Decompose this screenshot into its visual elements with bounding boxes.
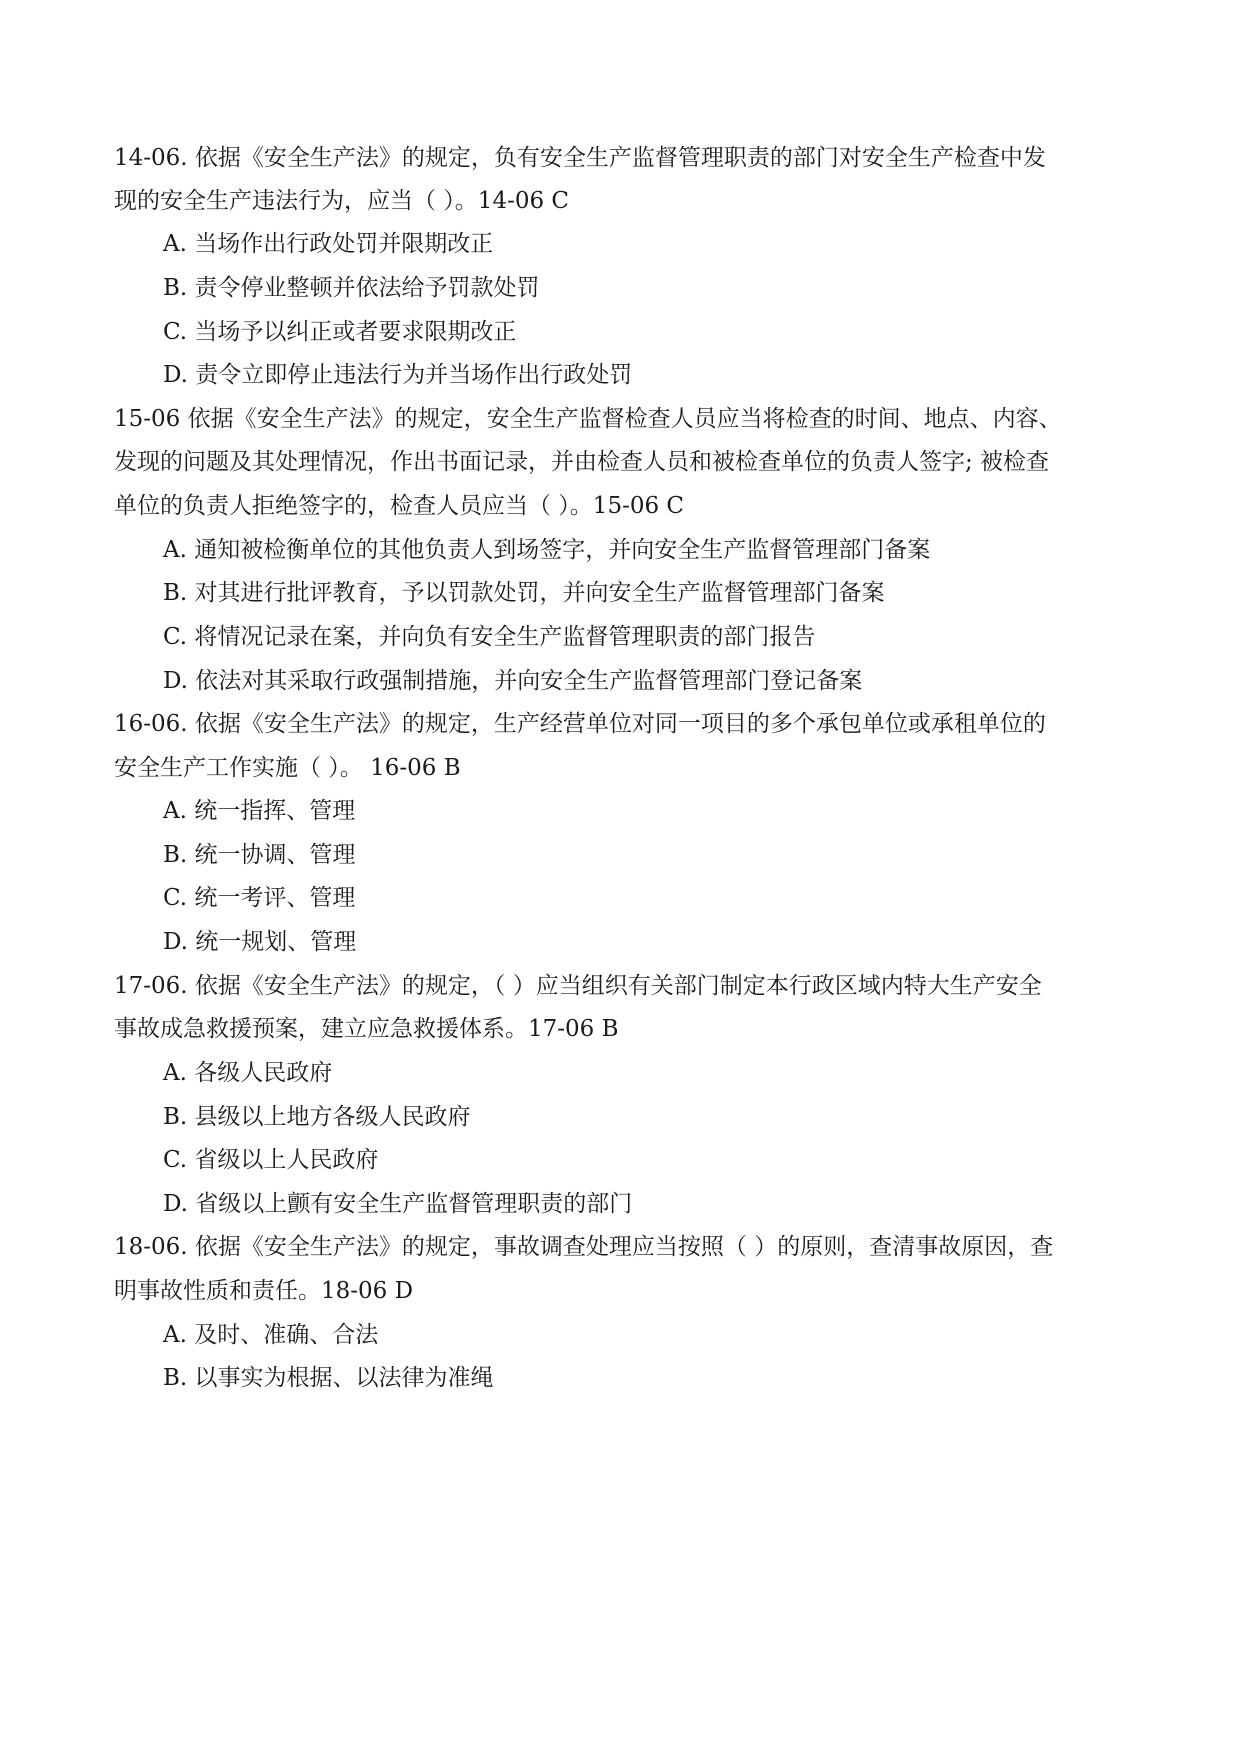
question-18-line-2: 明事故性质和责任。18-06 D [114,1278,414,1304]
question-17-line-1: 17-06. 依据《安全生产法》的规定，（ ）应当组织有关部门制定本行政区域内特大生产安全 [114,973,1042,999]
question-17-option-d: D. 省级以上颤有安全生产监督管理职责的部门 [163,1191,633,1217]
question-16-option-b: B. 统一协调、管理 [163,842,356,868]
question-18-option-a: A. 及时、准确、合法 [163,1322,379,1348]
question-15-option-c: C. 将情况记录在案，并向负有安全生产监督管理职责的部门报告 [163,624,816,650]
question-18-option-b: B. 以事实为根据、以法律为准绳 [163,1365,494,1391]
question-17-option-a: A. 各级人民政府 [163,1060,333,1086]
question-17-option-b: B. 县级以上地方各级人民政府 [163,1104,471,1130]
question-16-option-c: C. 统一考评、管理 [163,885,356,911]
question-15-option-b: B. 对其进行批评教育，予以罚款处罚，并向安全生产监督管理部门备案 [163,580,885,606]
question-14-option-b: B. 责令停业整顿并依法给予罚款处罚 [163,275,540,301]
question-16-option-d: D. 统一规划、管理 [163,929,357,955]
question-15-option-d: D. 依法对其采取行政强制措施，并向安全生产监督管理部门登记备案 [163,668,863,694]
question-15-option-a: A. 通知被检衡单位的其他负责人到场签字，并向安全生产监督管理部门备案 [163,537,931,563]
question-14-option-c: C. 当场予以纠正或者要求限期改正 [163,319,517,345]
question-18-line-1: 18-06. 依据《安全生产法》的规定，事故调查处理应当按照（ ）的原则，查清事故原因，查 [114,1234,1054,1260]
question-17-option-c: C. 省级以上人民政府 [163,1147,379,1173]
question-14-line-2: 现的安全生产违法行为，应当（ ）。14-06 C [114,188,570,214]
question-14-option-a: A. 当场作出行政处罚并限期改正 [163,231,494,257]
question-16-option-a: A. 统一指挥、管理 [163,798,356,824]
question-16-line-2: 安全生产工作实施（ ）。 16-06 B [114,755,461,781]
question-15-line-3: 单位的负责人拒绝签字的，检查人员应当（ ）。15-06 C [114,493,685,519]
question-15-line-1: 15-06 依据《安全生产法》的规定，安全生产监督检查人员应当将检查的时间、地点、内容、 [114,406,1062,432]
question-14-option-d: D. 责令立即停止违法行为并当场作出行政处罚 [163,362,633,388]
question-15-line-2: 发现的问题及其处理情况，作出书面记录，并由检查人员和被检查单位的负责人签字; 被检查 [114,449,1050,475]
question-14-line-1: 14-06. 依据《安全生产法》的规定，负有安全生产监督管理职责的部门对安全生产检查中发 [114,145,1046,171]
question-16-line-1: 16-06. 依据《安全生产法》的规定，生产经营单位对同一项目的多个承包单位或承租单位的 [114,711,1046,737]
question-17-line-2: 事故成急救援预案，建立应急救援体系。17-06 B [114,1016,619,1042]
